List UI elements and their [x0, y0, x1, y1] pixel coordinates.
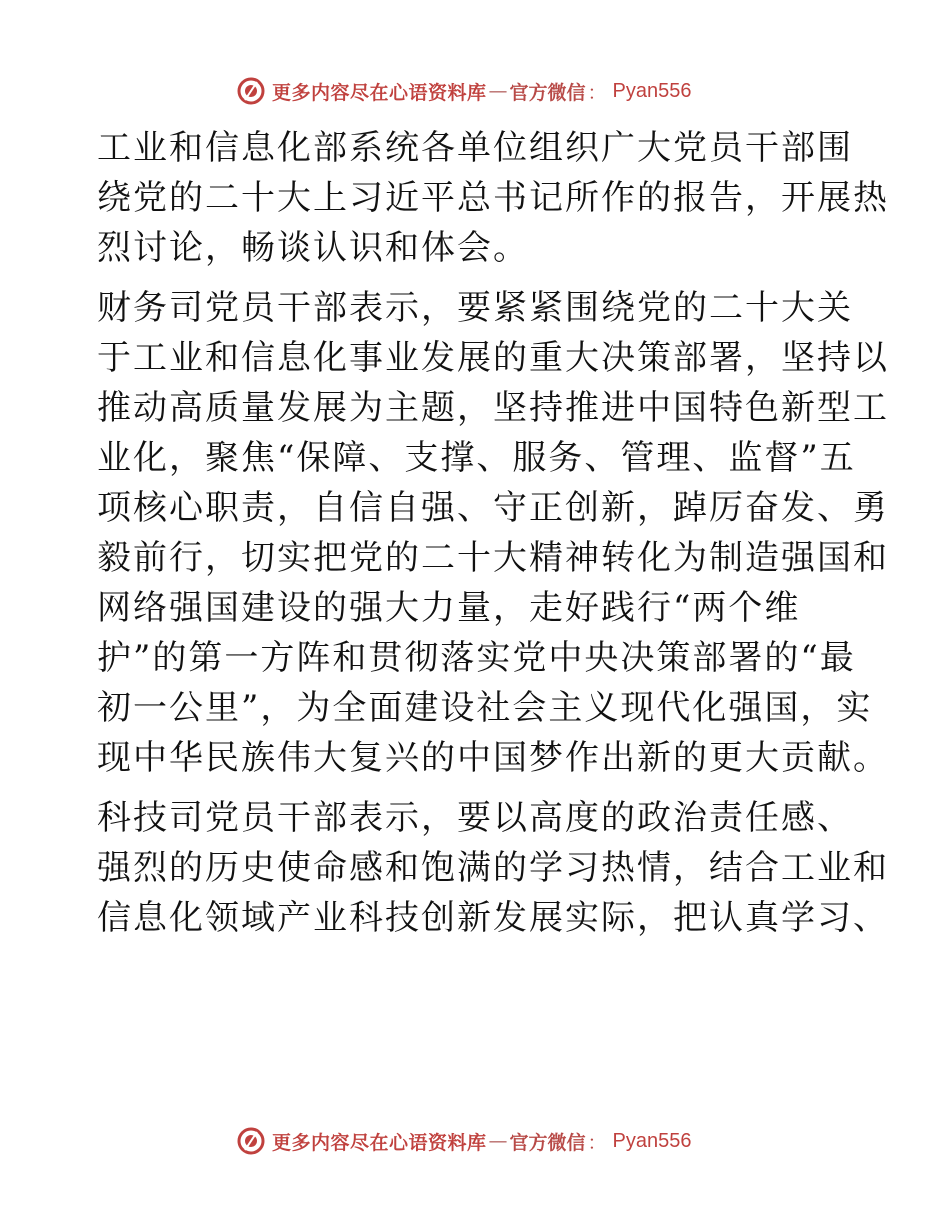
text-line: 现中华民族伟大复兴的中国梦作出新的更大贡献。 — [97, 738, 889, 778]
watermark-colon: ： — [587, 1131, 607, 1154]
text-line: 网络强国建设的强大力量，走好践行“两个维 — [97, 588, 801, 628]
document-body — [97, 123, 889, 953]
header-watermark — [236, 73, 692, 109]
watermark-logo-icon — [236, 76, 266, 106]
text-line: 财务司党员干部表示，要紧紧围绕党的二十大关 — [97, 288, 853, 328]
watermark-sub: 官方微信 — [509, 81, 586, 104]
paragraph-1 — [97, 123, 889, 273]
text-line: 初一公里”，为全面建设社会主义现代化强国，实 — [97, 688, 873, 728]
watermark-id: Pyan556 — [612, 79, 692, 102]
watermark-dash: — — [488, 1130, 508, 1152]
watermark-text: 更多内容尽在心语资料库 — [272, 81, 487, 104]
watermark-logo-icon — [236, 1126, 266, 1156]
watermark-dash: — — [488, 80, 508, 102]
paragraph-3 — [97, 793, 889, 943]
text-line: 于工业和信息化事业发展的重大决策部署，坚持以 — [97, 338, 889, 378]
text-line: 项核心职责，自信自强、守正创新，踔厉奋发、勇 — [97, 488, 889, 528]
watermark-id: Pyan556 — [612, 1129, 692, 1152]
footer-watermark — [236, 1123, 692, 1159]
text-line: 推动高质量发展为主题，坚持推进中国特色新型工 — [97, 388, 889, 428]
text-line: 毅前行，切实把党的二十大精神转化为制造强国和 — [97, 538, 889, 578]
text-line: 科技司党员干部表示，要以高度的政治责任感、 — [97, 798, 853, 838]
watermark-sub: 官方微信 — [509, 1131, 586, 1154]
watermark-colon: ： — [587, 81, 607, 104]
text-line: 护”的第一方阵和贯彻落实党中央决策部署的“最 — [97, 638, 856, 678]
text-line: 烈讨论，畅谈认识和体会。 — [97, 228, 529, 268]
text-line: 信息化领域产业科技创新发展实际，把认真学习、 — [97, 898, 889, 938]
watermark-text: 更多内容尽在心语资料库 — [272, 1131, 487, 1154]
text-line: 业化，聚焦“保障、支撑、服务、管理、监督”五 — [97, 438, 856, 478]
paragraph-2 — [97, 283, 889, 783]
text-line: 强烈的历史使命感和饱满的学习热情，结合工业和 — [97, 848, 889, 888]
text-line: 绕党的二十大上习近平总书记所作的报告，开展热 — [97, 178, 889, 218]
text-line: 工业和信息化部系统各单位组织广大党员干部围 — [97, 128, 853, 168]
